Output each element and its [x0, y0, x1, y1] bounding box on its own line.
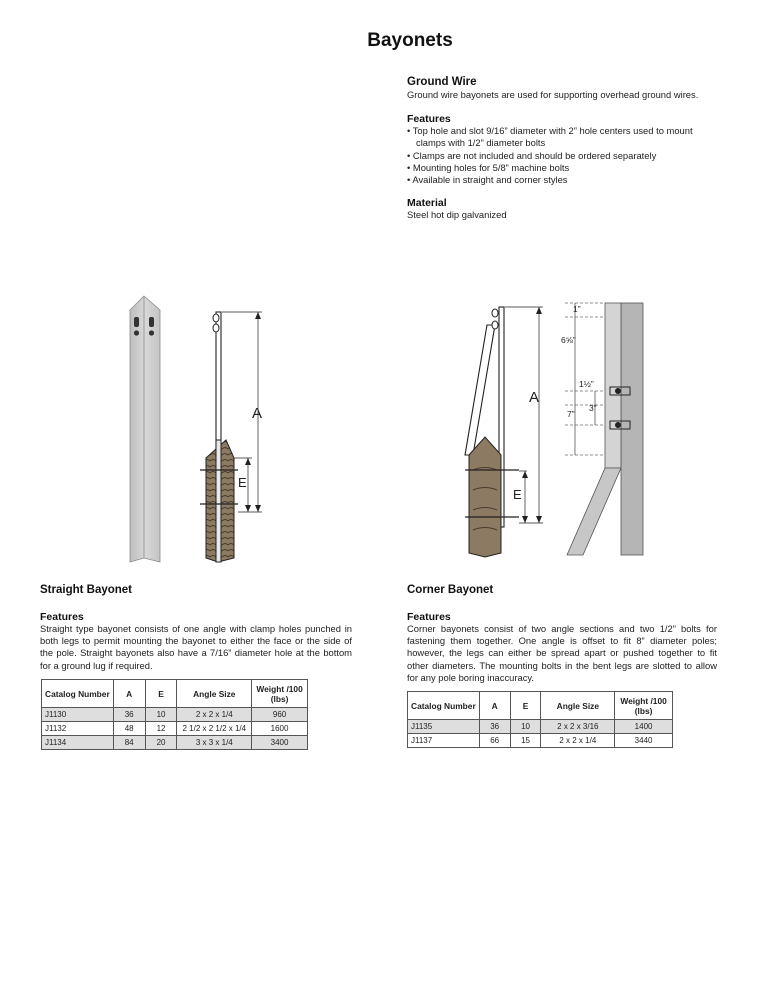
table-header: A	[113, 680, 145, 708]
table-header-row	[42, 680, 308, 708]
ground-wire-section	[407, 76, 717, 221]
table-header: Angle Size	[177, 680, 252, 708]
corner-spec-table-wrap	[407, 691, 673, 748]
straight-bayonet-section	[40, 584, 352, 672]
table-cell: J1135	[408, 720, 480, 734]
offset-angle-drawing	[565, 303, 643, 555]
table-cell: 36	[113, 708, 145, 722]
table-cell: 1600	[252, 722, 308, 736]
corner-spec-table	[407, 691, 673, 748]
dim-1-1-2-label: 1½”	[579, 379, 594, 389]
table-cell: J1130	[42, 708, 114, 722]
straight-heading: Straight Bayonet	[40, 584, 133, 596]
table-cell: J1132	[42, 722, 114, 736]
table-header: Weight /100 (lbs)	[615, 692, 673, 720]
dim-1in-label: 1”	[573, 304, 581, 314]
material-heading: Material	[407, 197, 447, 210]
corner-bayonet-illustration	[455, 295, 655, 560]
table-row	[408, 734, 673, 748]
ground-wire-description: Ground wire bayonets are used for supporting overhead ground wires.	[407, 89, 699, 100]
corner-bayonet-section	[407, 584, 717, 684]
table-cell: 2 1/2 x 2 1/2 x 1/4	[177, 722, 252, 736]
table-cell: 12	[145, 722, 177, 736]
table-cell: 2 x 2 x 3/16	[541, 720, 615, 734]
feature-item: • Top hole and slot 9/16” diameter with 2” hole centers used to mount clamps with 1/2” diameter bolts	[407, 125, 717, 149]
table-header: Angle Size	[541, 692, 615, 720]
feature-item: • Mounting holes for 5/8” machine bolts	[407, 162, 717, 174]
straight-spec-table-wrap	[41, 679, 308, 750]
table-cell: 10	[510, 720, 541, 734]
table-cell: 20	[145, 736, 177, 750]
table-row	[408, 720, 673, 734]
ground-wire-features-heading: Features	[407, 113, 451, 126]
straight-description: Straight type bayonet consists of one angle with clamp holes punched in both legs to permit mounting the bayonet to either the face or the side of the pole. Straight bayonets also have a 7/16” diameter hole at the bottom for a ground lug if required.	[40, 623, 352, 671]
table-header: E	[510, 692, 541, 720]
table-row	[42, 708, 308, 722]
corner-bayonet-drawing	[465, 307, 543, 557]
dimension-a-label: A	[252, 405, 263, 422]
corner-features-heading: Features	[407, 611, 451, 623]
table-header: Weight /100 (lbs)	[252, 680, 308, 708]
corner-heading: Corner Bayonet	[407, 584, 494, 596]
table-row	[42, 736, 308, 750]
table-header: A	[479, 692, 510, 720]
mounted-bayonet-drawing	[200, 312, 262, 562]
angle-steel-photo	[130, 296, 160, 562]
ground-wire-features-list	[407, 125, 717, 186]
feature-item: • Clamps are not included and should be ordered separately	[407, 150, 717, 162]
table-cell: 84	[113, 736, 145, 750]
ground-wire-heading: Ground Wire	[407, 76, 477, 88]
feature-item: • Available in straight and corner styles	[407, 174, 717, 186]
dim-3-label: 3”	[589, 403, 597, 413]
straight-features-heading: Features	[40, 611, 84, 623]
table-cell: 36	[479, 720, 510, 734]
dim-7-label: 7”	[567, 409, 575, 419]
dimension-e-label: E	[238, 475, 247, 490]
straight-bayonet-illustration	[120, 290, 290, 565]
table-cell: 3400	[252, 736, 308, 750]
table-cell: 48	[113, 722, 145, 736]
table-cell: 66	[479, 734, 510, 748]
table-header: Catalog Number	[408, 692, 480, 720]
table-cell: 2 x 2 x 1/4	[177, 708, 252, 722]
table-header: Catalog Number	[42, 680, 114, 708]
straight-spec-table	[41, 679, 308, 750]
table-cell: 15	[510, 734, 541, 748]
table-cell: 10	[145, 708, 177, 722]
table-header: E	[145, 680, 177, 708]
page-title: Bayonets	[367, 30, 453, 51]
table-header-row	[408, 692, 673, 720]
corner-dimension-e-label: E	[513, 487, 522, 502]
material-text: Steel hot dip galvanized	[407, 209, 507, 221]
corner-description: Corner bayonets consist of two angle sections and two 1/2” bolts for fastening them together. One angle is offset to fit 8” diameter poles; however, the legs can either be spread apart or pushed together to fit other diameters. The mounting bolts in the bent legs are slotted to allow for any pole boring inaccuracy.	[407, 623, 717, 683]
table-cell: 3 x 3 x 1/4	[177, 736, 252, 750]
table-cell: 960	[252, 708, 308, 722]
table-row	[42, 722, 308, 736]
table-cell: 2 x 2 x 1/4	[541, 734, 615, 748]
table-cell: 3440	[615, 734, 673, 748]
corner-dimension-a-label: A	[529, 389, 540, 406]
dim-6-5-8-label: 6⅝”	[561, 335, 576, 345]
table-cell: 1400	[615, 720, 673, 734]
table-cell: J1134	[42, 736, 114, 750]
table-cell: J1137	[408, 734, 480, 748]
